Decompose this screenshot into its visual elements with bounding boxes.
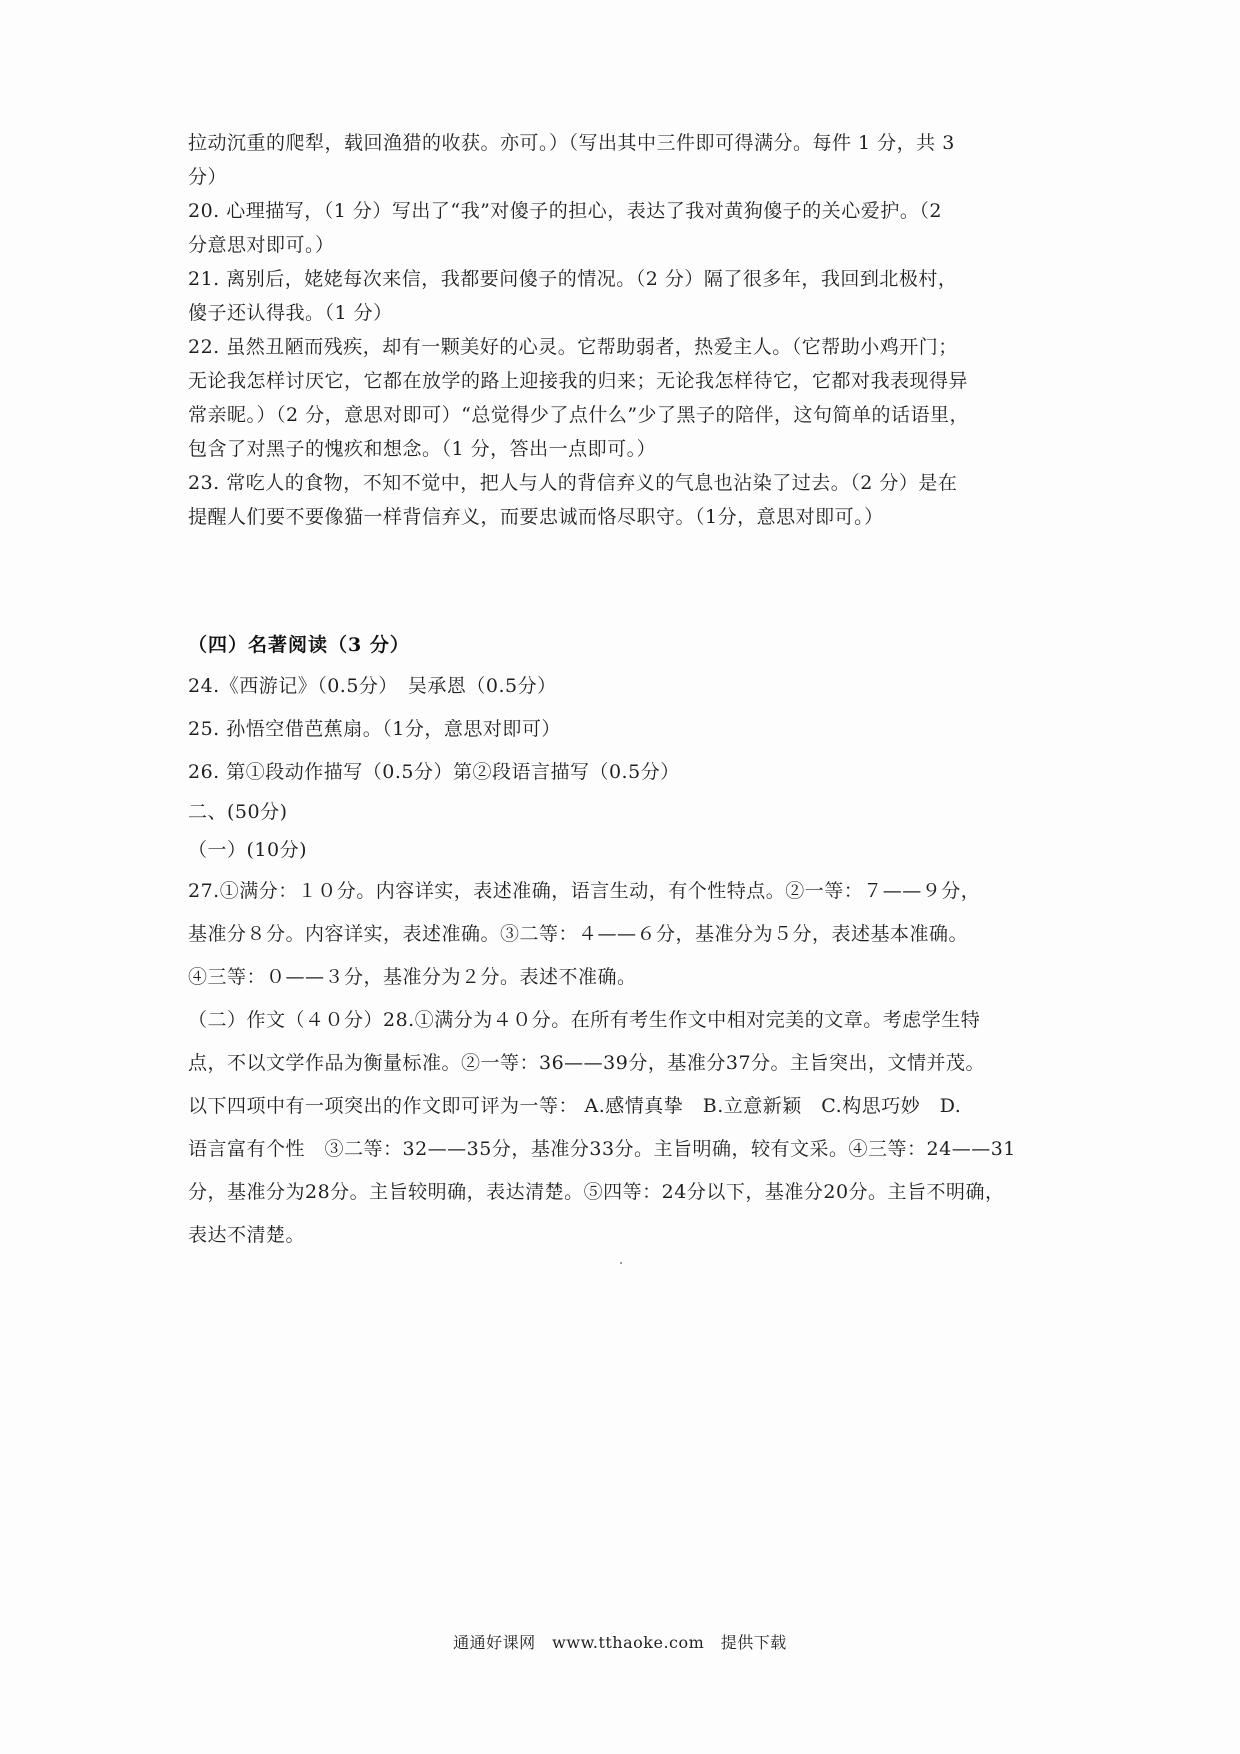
answer-line: （二）作文（４０分）28.①满分为４０分。在所有考生作文中相对完美的文章。考虑学生特 [188,1009,981,1031]
answer-line: 提醒人们要不要像猫一样背信弃义，而要忠诚而恪尽职守。（1分，意思对即可。） [188,506,884,528]
answer-line: 常亲昵。）（2 分，意思对即可）“总觉得少了点什么”少了黑子的陪伴，这句简单的话语里， [188,404,970,426]
answer-line: 22. 虽然丑陋而残疾，却有一颗美好的心灵。它帮助弱者，热爱主人。（它帮助小鸡开门； [188,336,958,358]
answer-line: 26. 第①段动作描写（0.5分）第②段语言描写（0.5分） [188,761,680,783]
answer-line: 基准分８分。内容详实，表述准确。③二等：４——６分，基准分为５分，表述基本准确。 [188,923,969,945]
answer-line: 点，不以文学作品为衡量标准。②一等：36——39分，基准分37分。主旨突出，文情并茂。 [188,1052,986,1074]
answer-line: 25. 孙悟空借芭蕉扇。（1分，意思对即可） [188,718,561,740]
answer-line: 21. 离别后，姥姥每次来信，我都要问傻子的情况。（2 分）隔了很多年，我回到北极村， [188,268,958,290]
answer-line: 表达不清楚。 [188,1224,306,1246]
answer-line: 分意思对即可。） [188,234,335,256]
answer-line: ④三等：０——３分，基准分为２分。表述不准确。 [188,966,637,988]
answer-line: 分） [188,166,228,188]
answer-line: 二、(50分) [188,801,288,823]
answer-line: 24.《西游记》（0.5分） 吴承恩（0.5分） [188,675,557,697]
answer-line: 包含了对黑子的愧疚和想念。（1 分，答出一点即可。） [188,438,657,460]
answer-line: 20. 心理描写，（1 分）写出了“我”对傻子的担心，表达了我对黄狗傻子的关心爱护。（2 [188,200,942,222]
answer-line: 拉动沉重的爬犁，载回渔猎的收获。亦可。）（写出其中三件即可得满分。每件 1 分，共 3 [188,132,955,154]
answer-line: 23. 常吃人的食物，不知不觉中，把人与人的背信弃义的气息也沾染了过去。（2 分）是在 [188,472,958,494]
answer-line: 傻子还认得我。（1 分） [188,302,393,324]
answer-block-classics-and-writing [188,665,1058,1257]
answer-line: 无论我怎样讨厌它，它都在放学的路上迎接我的归来；无论我怎样待它，它都对我表现得异 [188,370,969,392]
answer-line: 27.①满分：１０分。内容详实，表述准确，语言生动，有个性特点。②一等：７——９分， [188,880,981,902]
answer-line: 以下四项中有一项突出的作文即可评为一等： A.感情真挚 B.立意新颖 C.构思巧妙 D. [188,1095,962,1117]
section-heading: （四）名著阅读（3 分） [188,634,410,656]
scan-speck [620,1262,622,1264]
answer-line: （一）(10分) [188,839,308,861]
answer-line: 语言富有个性 ③二等：32——35分，基准分33分。主旨明确，较有文采。④三等：24——31 [188,1138,1016,1160]
answer-line: 分，基准分为28分。主旨较明确，表达清楚。⑤四等：24分以下，基准分20分。主旨不明确， [188,1181,1005,1203]
answer-block-reading [188,126,1058,534]
page-footer: 通通好课网 www.tthaoke.com 提供下载 [453,1633,787,1652]
